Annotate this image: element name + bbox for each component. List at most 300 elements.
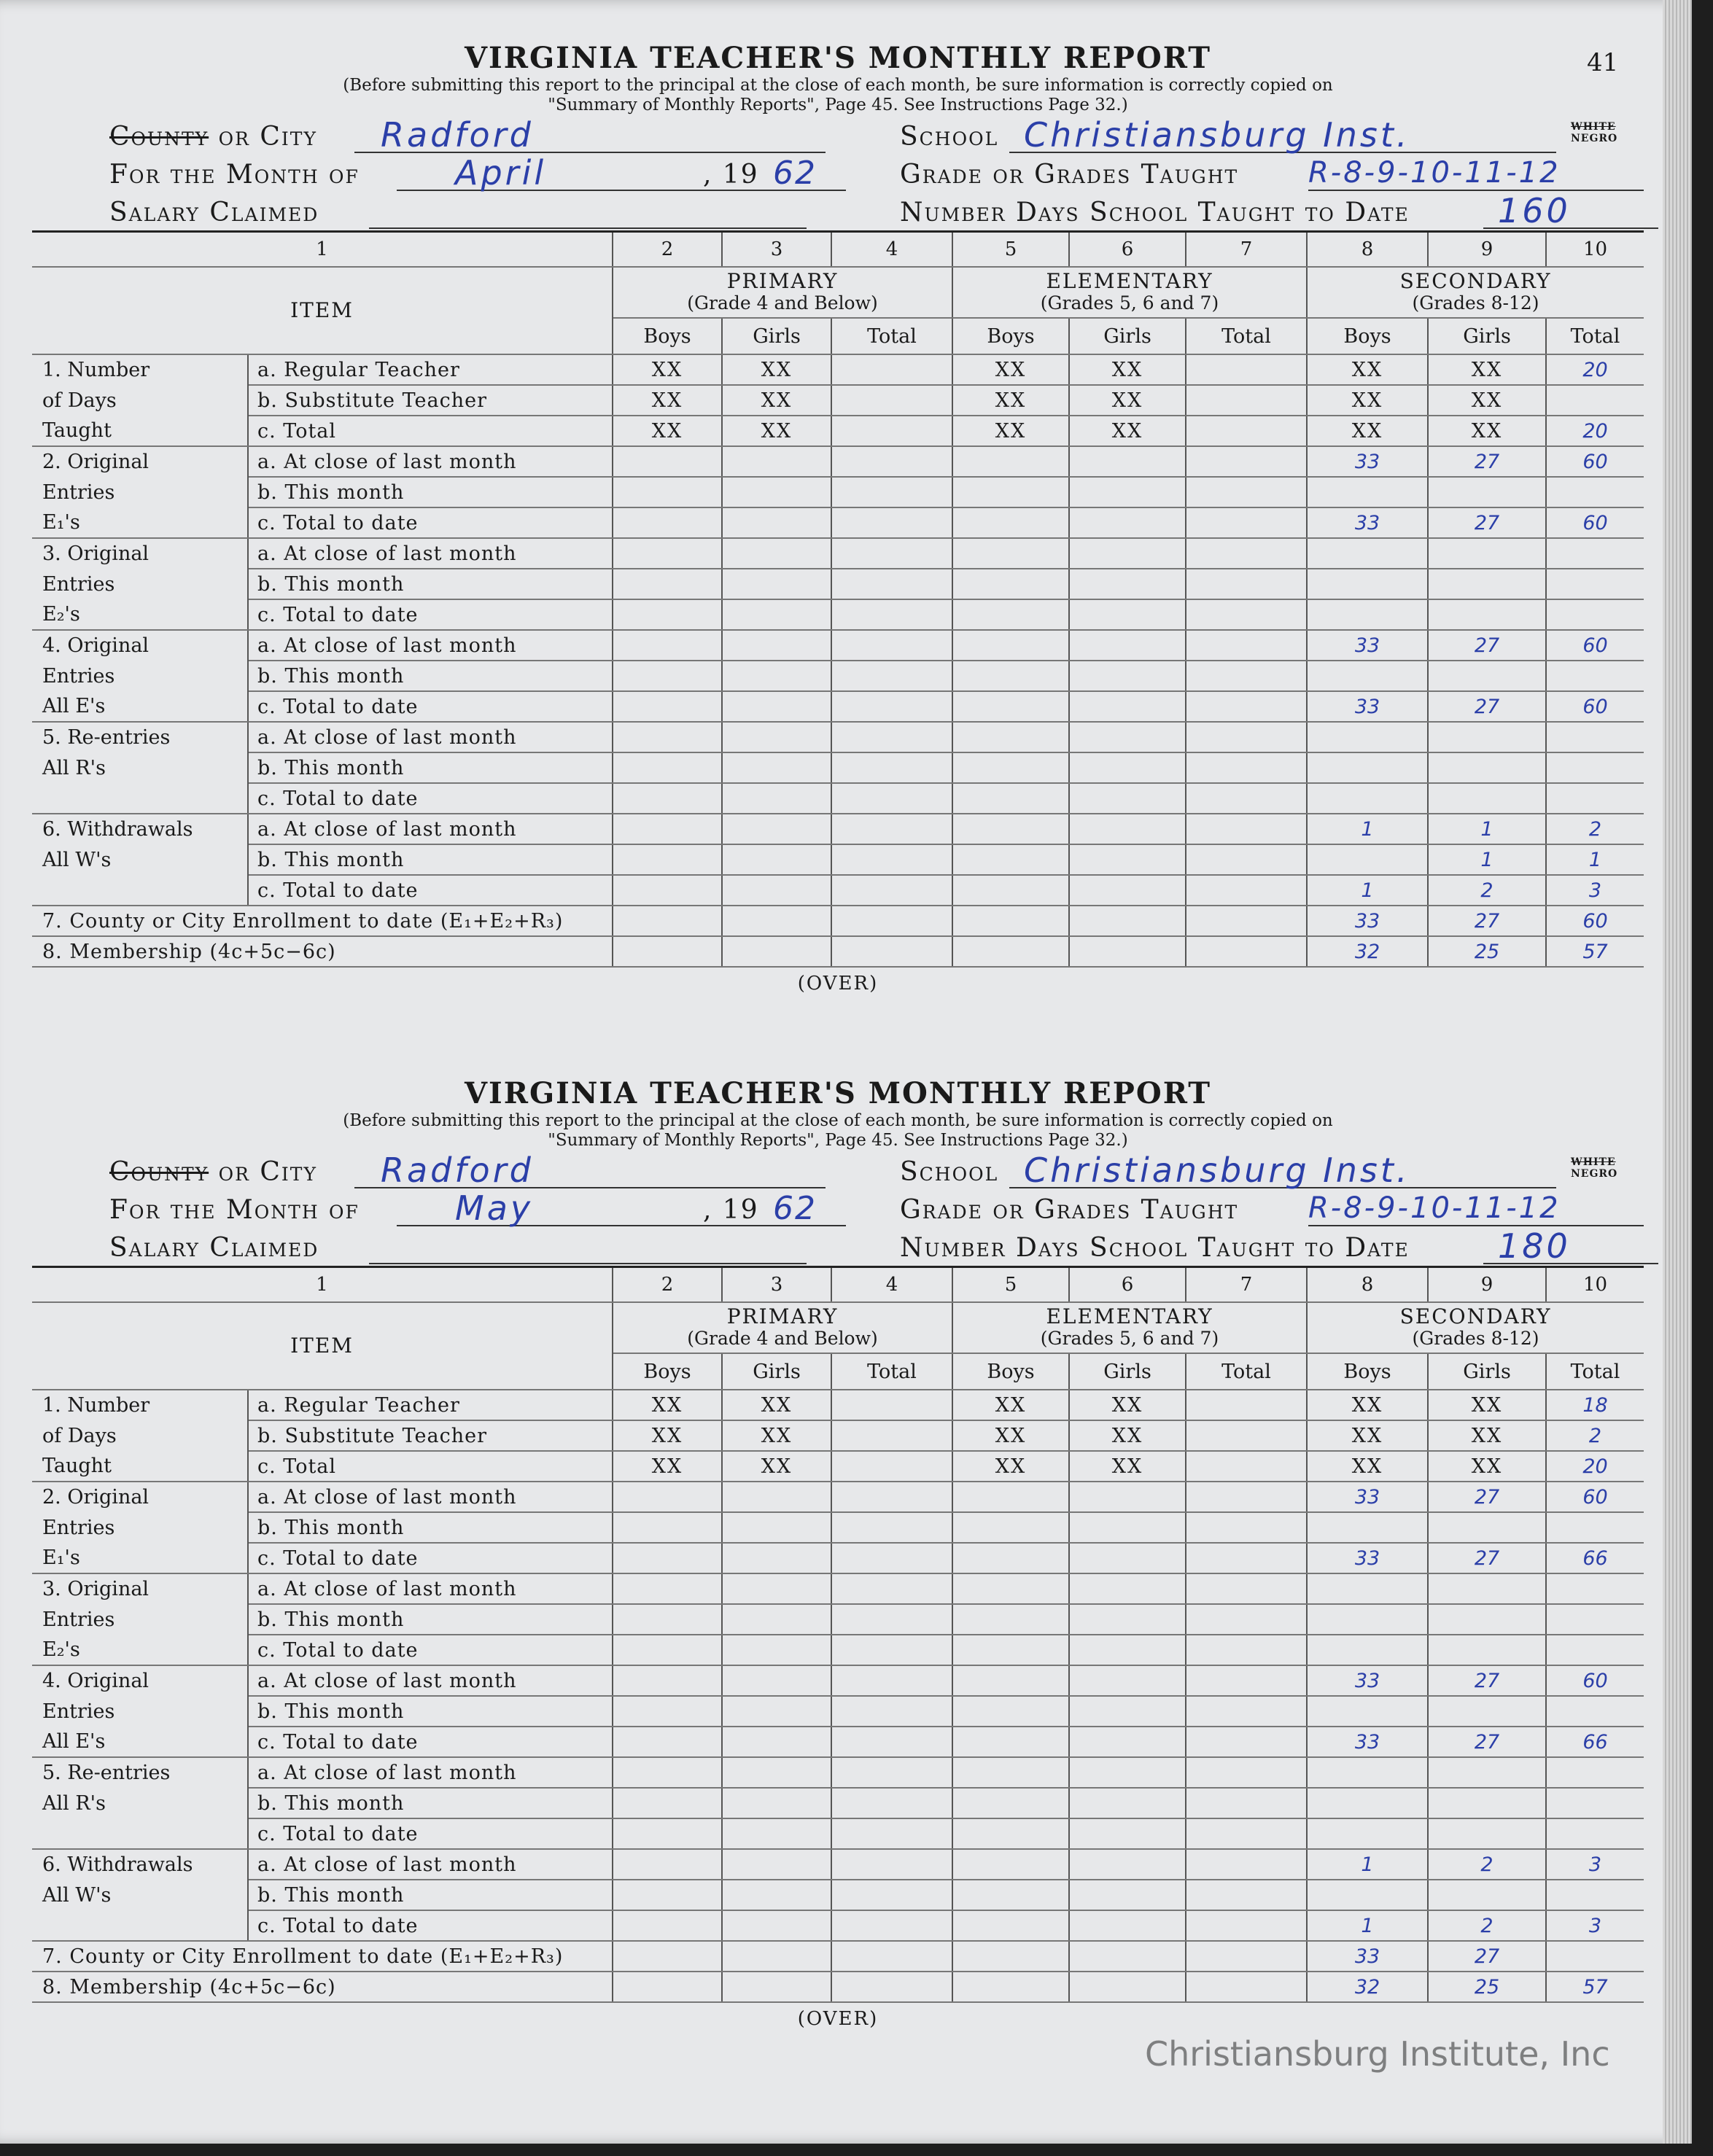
cell-primary-total[interactable] bbox=[831, 354, 952, 385]
cell-secondary-girls[interactable]: 27 bbox=[1428, 1482, 1546, 1512]
cell-secondary-boys[interactable] bbox=[1307, 1757, 1428, 1788]
cell-secondary-total[interactable] bbox=[1546, 1635, 1644, 1665]
cell-elementary-boys[interactable] bbox=[952, 691, 1069, 722]
cell-elementary-total[interactable] bbox=[1186, 1972, 1307, 2002]
cell-secondary-total[interactable] bbox=[1546, 538, 1644, 569]
cell-elementary-girls[interactable] bbox=[1069, 1757, 1186, 1788]
cell-elementary-total[interactable] bbox=[1186, 1849, 1307, 1880]
cell-secondary-total[interactable] bbox=[1546, 599, 1644, 630]
cell-secondary-girls[interactable] bbox=[1428, 599, 1546, 630]
cell-primary-total[interactable] bbox=[831, 630, 952, 661]
cell-secondary-total[interactable] bbox=[1546, 722, 1644, 752]
cell-primary-boys[interactable] bbox=[613, 569, 722, 599]
cell-primary-total[interactable] bbox=[831, 906, 952, 936]
cell-elementary-girls[interactable] bbox=[1069, 661, 1186, 691]
cell-elementary-boys[interactable] bbox=[952, 722, 1069, 752]
salary-field[interactable] bbox=[369, 194, 807, 229]
cell-primary-total[interactable] bbox=[831, 1849, 952, 1880]
cell-elementary-total[interactable] bbox=[1186, 1451, 1307, 1482]
cell-elementary-girls[interactable] bbox=[1069, 1512, 1186, 1543]
cell-secondary-total[interactable]: 2 bbox=[1546, 1420, 1644, 1451]
cell-primary-boys[interactable] bbox=[613, 446, 722, 477]
cell-secondary-girls[interactable] bbox=[1428, 722, 1546, 752]
cell-secondary-total[interactable]: 60 bbox=[1546, 691, 1644, 722]
cell-secondary-boys[interactable]: 33 bbox=[1307, 630, 1428, 661]
cell-secondary-boys[interactable] bbox=[1307, 1880, 1428, 1910]
cell-elementary-girls[interactable] bbox=[1069, 1941, 1186, 1972]
cell-primary-boys[interactable] bbox=[613, 722, 722, 752]
cell-elementary-total[interactable] bbox=[1186, 844, 1307, 875]
cell-elementary-boys[interactable] bbox=[952, 844, 1069, 875]
cell-primary-total[interactable] bbox=[831, 569, 952, 599]
cell-secondary-boys[interactable] bbox=[1307, 1696, 1428, 1727]
cell-primary-boys[interactable] bbox=[613, 1727, 722, 1757]
cell-secondary-boys[interactable] bbox=[1307, 1573, 1428, 1604]
cell-elementary-girls[interactable] bbox=[1069, 1573, 1186, 1604]
days-field[interactable]: 160 bbox=[1483, 194, 1658, 229]
cell-elementary-total[interactable] bbox=[1186, 1420, 1307, 1451]
cell-primary-total[interactable] bbox=[831, 1451, 952, 1482]
cell-secondary-boys[interactable] bbox=[1307, 1635, 1428, 1665]
cell-elementary-total[interactable] bbox=[1186, 599, 1307, 630]
cell-elementary-total[interactable] bbox=[1186, 507, 1307, 538]
cell-secondary-girls[interactable] bbox=[1428, 1880, 1546, 1910]
cell-secondary-total[interactable] bbox=[1546, 1512, 1644, 1543]
cell-elementary-boys[interactable] bbox=[952, 569, 1069, 599]
cell-elementary-girls[interactable] bbox=[1069, 691, 1186, 722]
cell-elementary-total[interactable] bbox=[1186, 1788, 1307, 1818]
cell-primary-total[interactable] bbox=[831, 538, 952, 569]
cell-elementary-girls[interactable] bbox=[1069, 1604, 1186, 1635]
cell-primary-boys[interactable] bbox=[613, 1512, 722, 1543]
cell-primary-girls[interactable] bbox=[722, 1818, 831, 1849]
cell-primary-girls[interactable] bbox=[722, 538, 831, 569]
cell-secondary-boys[interactable]: 1 bbox=[1307, 1910, 1428, 1941]
cell-elementary-boys[interactable] bbox=[952, 1910, 1069, 1941]
cell-primary-girls[interactable] bbox=[722, 1941, 831, 1972]
cell-secondary-total[interactable]: 60 bbox=[1546, 630, 1644, 661]
cell-elementary-boys[interactable] bbox=[952, 507, 1069, 538]
cell-elementary-total[interactable] bbox=[1186, 354, 1307, 385]
cell-elementary-girls[interactable] bbox=[1069, 1665, 1186, 1696]
cell-elementary-total[interactable] bbox=[1186, 691, 1307, 722]
year-field[interactable]: 62 bbox=[761, 157, 846, 191]
cell-secondary-boys[interactable] bbox=[1307, 783, 1428, 814]
cell-primary-boys[interactable] bbox=[613, 630, 722, 661]
cell-secondary-total[interactable]: 20 bbox=[1546, 416, 1644, 446]
cell-primary-total[interactable] bbox=[831, 1972, 952, 2002]
cell-primary-boys[interactable] bbox=[613, 1482, 722, 1512]
cell-primary-total[interactable] bbox=[831, 446, 952, 477]
cell-elementary-total[interactable] bbox=[1186, 906, 1307, 936]
cell-elementary-total[interactable] bbox=[1186, 875, 1307, 906]
cell-primary-boys[interactable] bbox=[613, 538, 722, 569]
cell-secondary-girls[interactable] bbox=[1428, 477, 1546, 507]
cell-secondary-girls[interactable] bbox=[1428, 1788, 1546, 1818]
cell-elementary-boys[interactable] bbox=[952, 446, 1069, 477]
cell-secondary-girls[interactable]: 27 bbox=[1428, 1727, 1546, 1757]
cell-elementary-boys[interactable] bbox=[952, 936, 1069, 967]
cell-primary-total[interactable] bbox=[831, 1757, 952, 1788]
cell-secondary-total[interactable] bbox=[1546, 1757, 1644, 1788]
cell-primary-girls[interactable] bbox=[722, 477, 831, 507]
cell-primary-total[interactable] bbox=[831, 722, 952, 752]
cell-primary-boys[interactable] bbox=[613, 1849, 722, 1880]
cell-elementary-girls[interactable] bbox=[1069, 599, 1186, 630]
cell-primary-total[interactable] bbox=[831, 1390, 952, 1420]
cell-primary-total[interactable] bbox=[831, 1941, 952, 1972]
cell-elementary-total[interactable] bbox=[1186, 1910, 1307, 1941]
cell-primary-girls[interactable] bbox=[722, 1635, 831, 1665]
cell-secondary-boys[interactable] bbox=[1307, 1788, 1428, 1818]
cell-primary-total[interactable] bbox=[831, 1573, 952, 1604]
grades-field[interactable]: R-8-9-10-11-12 bbox=[1308, 156, 1644, 191]
cell-elementary-boys[interactable] bbox=[952, 1573, 1069, 1604]
cell-primary-girls[interactable] bbox=[722, 661, 831, 691]
cell-secondary-girls[interactable]: 27 bbox=[1428, 1543, 1546, 1573]
cell-primary-girls[interactable] bbox=[722, 1972, 831, 2002]
cell-secondary-total[interactable]: 3 bbox=[1546, 1849, 1644, 1880]
cell-primary-total[interactable] bbox=[831, 1420, 952, 1451]
cell-secondary-girls[interactable]: 25 bbox=[1428, 936, 1546, 967]
cell-secondary-boys[interactable] bbox=[1307, 1512, 1428, 1543]
cell-secondary-total[interactable]: 57 bbox=[1546, 1972, 1644, 2002]
cell-primary-girls[interactable] bbox=[722, 1849, 831, 1880]
cell-primary-boys[interactable] bbox=[613, 1665, 722, 1696]
cell-elementary-total[interactable] bbox=[1186, 1635, 1307, 1665]
cell-secondary-girls[interactable] bbox=[1428, 752, 1546, 783]
cell-secondary-boys[interactable]: 33 bbox=[1307, 1482, 1428, 1512]
cell-secondary-girls[interactable]: 27 bbox=[1428, 691, 1546, 722]
cell-elementary-boys[interactable] bbox=[952, 1696, 1069, 1727]
cell-secondary-total[interactable] bbox=[1546, 1573, 1644, 1604]
cell-secondary-boys[interactable]: 33 bbox=[1307, 1941, 1428, 1972]
cell-secondary-girls[interactable]: 27 bbox=[1428, 630, 1546, 661]
cell-primary-total[interactable] bbox=[831, 875, 952, 906]
cell-primary-total[interactable] bbox=[831, 814, 952, 844]
cell-elementary-boys[interactable] bbox=[952, 1849, 1069, 1880]
cell-secondary-boys[interactable] bbox=[1307, 538, 1428, 569]
cell-primary-total[interactable] bbox=[831, 507, 952, 538]
cell-secondary-boys[interactable] bbox=[1307, 1818, 1428, 1849]
cell-primary-girls[interactable] bbox=[722, 1573, 831, 1604]
cell-secondary-girls[interactable] bbox=[1428, 538, 1546, 569]
cell-elementary-boys[interactable] bbox=[952, 1880, 1069, 1910]
cell-elementary-boys[interactable] bbox=[952, 661, 1069, 691]
cell-primary-boys[interactable] bbox=[613, 691, 722, 722]
cell-secondary-total[interactable]: 60 bbox=[1546, 446, 1644, 477]
cell-primary-girls[interactable] bbox=[722, 630, 831, 661]
cell-elementary-total[interactable] bbox=[1186, 1696, 1307, 1727]
cell-elementary-boys[interactable] bbox=[952, 477, 1069, 507]
cell-secondary-total[interactable]: 1 bbox=[1546, 844, 1644, 875]
month-field[interactable]: May bbox=[397, 1191, 761, 1226]
cell-secondary-total[interactable]: 60 bbox=[1546, 507, 1644, 538]
school-field[interactable]: Christiansburg Inst. bbox=[1009, 1153, 1556, 1188]
cell-primary-girls[interactable] bbox=[722, 752, 831, 783]
cell-secondary-total[interactable] bbox=[1546, 1941, 1644, 1972]
cell-elementary-girls[interactable] bbox=[1069, 844, 1186, 875]
cell-elementary-girls[interactable] bbox=[1069, 1727, 1186, 1757]
grades-field[interactable]: R-8-9-10-11-12 bbox=[1308, 1191, 1644, 1226]
cell-secondary-girls[interactable] bbox=[1428, 1818, 1546, 1849]
cell-primary-girls[interactable] bbox=[722, 1665, 831, 1696]
cell-elementary-total[interactable] bbox=[1186, 1482, 1307, 1512]
cell-primary-total[interactable] bbox=[831, 1543, 952, 1573]
cell-primary-total[interactable] bbox=[831, 936, 952, 967]
cell-primary-total[interactable] bbox=[831, 1635, 952, 1665]
cell-elementary-boys[interactable] bbox=[952, 1512, 1069, 1543]
cell-elementary-total[interactable] bbox=[1186, 783, 1307, 814]
cell-secondary-boys[interactable] bbox=[1307, 844, 1428, 875]
cell-primary-boys[interactable] bbox=[613, 752, 722, 783]
cell-primary-boys[interactable] bbox=[613, 906, 722, 936]
cell-primary-boys[interactable] bbox=[613, 1543, 722, 1573]
cell-primary-boys[interactable] bbox=[613, 1757, 722, 1788]
cell-elementary-girls[interactable] bbox=[1069, 1482, 1186, 1512]
cell-elementary-total[interactable] bbox=[1186, 1512, 1307, 1543]
cell-secondary-girls[interactable] bbox=[1428, 1635, 1546, 1665]
cell-elementary-girls[interactable] bbox=[1069, 752, 1186, 783]
cell-primary-girls[interactable] bbox=[722, 844, 831, 875]
cell-secondary-girls[interactable] bbox=[1428, 1604, 1546, 1635]
cell-elementary-girls[interactable] bbox=[1069, 875, 1186, 906]
cell-secondary-boys[interactable]: 33 bbox=[1307, 1727, 1428, 1757]
cell-elementary-girls[interactable] bbox=[1069, 477, 1186, 507]
cell-secondary-total[interactable] bbox=[1546, 661, 1644, 691]
cell-primary-boys[interactable] bbox=[613, 1788, 722, 1818]
cell-secondary-total[interactable] bbox=[1546, 569, 1644, 599]
cell-secondary-boys[interactable]: 33 bbox=[1307, 1665, 1428, 1696]
cell-elementary-girls[interactable] bbox=[1069, 538, 1186, 569]
cell-primary-girls[interactable] bbox=[722, 507, 831, 538]
cell-secondary-total[interactable] bbox=[1546, 783, 1644, 814]
county-field[interactable]: Radford bbox=[354, 118, 826, 153]
cell-elementary-boys[interactable] bbox=[952, 1941, 1069, 1972]
cell-elementary-girls[interactable] bbox=[1069, 906, 1186, 936]
cell-primary-boys[interactable] bbox=[613, 1635, 722, 1665]
cell-secondary-boys[interactable]: 1 bbox=[1307, 814, 1428, 844]
days-field[interactable]: 180 bbox=[1483, 1229, 1658, 1264]
cell-elementary-girls[interactable] bbox=[1069, 630, 1186, 661]
cell-secondary-girls[interactable] bbox=[1428, 1573, 1546, 1604]
cell-secondary-total[interactable] bbox=[1546, 1696, 1644, 1727]
cell-primary-girls[interactable] bbox=[722, 599, 831, 630]
cell-secondary-total[interactable]: 60 bbox=[1546, 906, 1644, 936]
cell-secondary-girls[interactable]: 27 bbox=[1428, 1941, 1546, 1972]
cell-secondary-girls[interactable]: 1 bbox=[1428, 844, 1546, 875]
cell-elementary-boys[interactable] bbox=[952, 875, 1069, 906]
cell-primary-girls[interactable] bbox=[722, 1512, 831, 1543]
cell-primary-boys[interactable] bbox=[613, 477, 722, 507]
cell-elementary-girls[interactable] bbox=[1069, 446, 1186, 477]
cell-elementary-girls[interactable] bbox=[1069, 1972, 1186, 2002]
cell-elementary-boys[interactable] bbox=[952, 1818, 1069, 1849]
cell-primary-total[interactable] bbox=[831, 1665, 952, 1696]
cell-secondary-boys[interactable]: 33 bbox=[1307, 691, 1428, 722]
cell-primary-girls[interactable] bbox=[722, 783, 831, 814]
cell-elementary-total[interactable] bbox=[1186, 1604, 1307, 1635]
cell-secondary-boys[interactable]: 33 bbox=[1307, 906, 1428, 936]
cell-secondary-boys[interactable] bbox=[1307, 569, 1428, 599]
cell-elementary-boys[interactable] bbox=[952, 783, 1069, 814]
cell-elementary-boys[interactable] bbox=[952, 1972, 1069, 2002]
cell-elementary-total[interactable] bbox=[1186, 1543, 1307, 1573]
cell-primary-girls[interactable] bbox=[722, 1727, 831, 1757]
cell-primary-total[interactable] bbox=[831, 416, 952, 446]
cell-elementary-boys[interactable] bbox=[952, 599, 1069, 630]
cell-primary-total[interactable] bbox=[831, 1818, 952, 1849]
cell-secondary-total[interactable]: 20 bbox=[1546, 1451, 1644, 1482]
cell-elementary-girls[interactable] bbox=[1069, 1849, 1186, 1880]
cell-elementary-girls[interactable] bbox=[1069, 1788, 1186, 1818]
cell-elementary-total[interactable] bbox=[1186, 752, 1307, 783]
cell-elementary-boys[interactable] bbox=[952, 906, 1069, 936]
cell-elementary-total[interactable] bbox=[1186, 1880, 1307, 1910]
cell-primary-boys[interactable] bbox=[613, 661, 722, 691]
cell-secondary-total[interactable]: 66 bbox=[1546, 1727, 1644, 1757]
cell-secondary-total[interactable]: 66 bbox=[1546, 1543, 1644, 1573]
cell-primary-girls[interactable] bbox=[722, 814, 831, 844]
cell-primary-boys[interactable] bbox=[613, 507, 722, 538]
cell-secondary-girls[interactable]: 27 bbox=[1428, 446, 1546, 477]
cell-primary-girls[interactable] bbox=[722, 1482, 831, 1512]
cell-secondary-total[interactable]: 18 bbox=[1546, 1390, 1644, 1420]
cell-primary-boys[interactable] bbox=[613, 814, 722, 844]
cell-secondary-total[interactable] bbox=[1546, 1880, 1644, 1910]
cell-secondary-girls[interactable]: 27 bbox=[1428, 1665, 1546, 1696]
cell-primary-boys[interactable] bbox=[613, 1880, 722, 1910]
cell-secondary-boys[interactable]: 1 bbox=[1307, 1849, 1428, 1880]
cell-primary-girls[interactable] bbox=[722, 1696, 831, 1727]
cell-elementary-girls[interactable] bbox=[1069, 569, 1186, 599]
cell-elementary-girls[interactable] bbox=[1069, 1880, 1186, 1910]
month-field[interactable]: April bbox=[397, 156, 761, 191]
cell-secondary-girls[interactable]: 2 bbox=[1428, 875, 1546, 906]
cell-secondary-boys[interactable] bbox=[1307, 599, 1428, 630]
cell-primary-girls[interactable] bbox=[722, 1757, 831, 1788]
cell-elementary-girls[interactable] bbox=[1069, 1696, 1186, 1727]
cell-primary-total[interactable] bbox=[831, 783, 952, 814]
cell-elementary-girls[interactable] bbox=[1069, 936, 1186, 967]
cell-elementary-total[interactable] bbox=[1186, 936, 1307, 967]
cell-primary-girls[interactable] bbox=[722, 1604, 831, 1635]
cell-secondary-boys[interactable]: 32 bbox=[1307, 1972, 1428, 2002]
cell-elementary-boys[interactable] bbox=[952, 1757, 1069, 1788]
cell-elementary-boys[interactable] bbox=[952, 1543, 1069, 1573]
cell-elementary-girls[interactable] bbox=[1069, 507, 1186, 538]
cell-primary-girls[interactable] bbox=[722, 1880, 831, 1910]
cell-elementary-total[interactable] bbox=[1186, 477, 1307, 507]
cell-secondary-girls[interactable] bbox=[1428, 1757, 1546, 1788]
cell-elementary-total[interactable] bbox=[1186, 416, 1307, 446]
cell-elementary-total[interactable] bbox=[1186, 1390, 1307, 1420]
cell-secondary-girls[interactable]: 27 bbox=[1428, 507, 1546, 538]
cell-elementary-total[interactable] bbox=[1186, 1818, 1307, 1849]
cell-primary-boys[interactable] bbox=[613, 1910, 722, 1941]
cell-primary-total[interactable] bbox=[831, 1604, 952, 1635]
cell-secondary-boys[interactable] bbox=[1307, 477, 1428, 507]
cell-secondary-girls[interactable] bbox=[1428, 1696, 1546, 1727]
cell-primary-girls[interactable] bbox=[722, 1910, 831, 1941]
cell-secondary-total[interactable] bbox=[1546, 1788, 1644, 1818]
cell-secondary-girls[interactable]: 2 bbox=[1428, 1910, 1546, 1941]
cell-primary-boys[interactable] bbox=[613, 1818, 722, 1849]
cell-secondary-boys[interactable]: 32 bbox=[1307, 936, 1428, 967]
cell-secondary-girls[interactable]: 25 bbox=[1428, 1972, 1546, 2002]
cell-primary-total[interactable] bbox=[831, 1910, 952, 1941]
cell-elementary-boys[interactable] bbox=[952, 1788, 1069, 1818]
cell-elementary-total[interactable] bbox=[1186, 385, 1307, 416]
cell-primary-girls[interactable] bbox=[722, 906, 831, 936]
school-field[interactable]: Christiansburg Inst. bbox=[1009, 118, 1556, 153]
cell-secondary-boys[interactable]: 1 bbox=[1307, 875, 1428, 906]
cell-elementary-girls[interactable] bbox=[1069, 783, 1186, 814]
cell-elementary-boys[interactable] bbox=[952, 814, 1069, 844]
cell-secondary-boys[interactable] bbox=[1307, 661, 1428, 691]
cell-primary-total[interactable] bbox=[831, 1727, 952, 1757]
cell-secondary-girls[interactable] bbox=[1428, 783, 1546, 814]
cell-elementary-boys[interactable] bbox=[952, 1727, 1069, 1757]
cell-elementary-girls[interactable] bbox=[1069, 814, 1186, 844]
cell-primary-girls[interactable] bbox=[722, 569, 831, 599]
cell-primary-total[interactable] bbox=[831, 844, 952, 875]
cell-secondary-total[interactable] bbox=[1546, 1818, 1644, 1849]
cell-elementary-total[interactable] bbox=[1186, 661, 1307, 691]
cell-secondary-girls[interactable]: 27 bbox=[1428, 906, 1546, 936]
cell-secondary-girls[interactable] bbox=[1428, 661, 1546, 691]
cell-secondary-total[interactable]: 60 bbox=[1546, 1482, 1644, 1512]
cell-primary-boys[interactable] bbox=[613, 1972, 722, 2002]
cell-elementary-total[interactable] bbox=[1186, 538, 1307, 569]
cell-elementary-girls[interactable] bbox=[1069, 1910, 1186, 1941]
cell-primary-total[interactable] bbox=[831, 599, 952, 630]
cell-primary-total[interactable] bbox=[831, 1482, 952, 1512]
cell-primary-total[interactable] bbox=[831, 1788, 952, 1818]
cell-secondary-total[interactable]: 3 bbox=[1546, 1910, 1644, 1941]
cell-primary-girls[interactable] bbox=[722, 691, 831, 722]
cell-primary-total[interactable] bbox=[831, 691, 952, 722]
cell-primary-total[interactable] bbox=[831, 1880, 952, 1910]
cell-secondary-total[interactable]: 60 bbox=[1546, 1665, 1644, 1696]
cell-secondary-boys[interactable] bbox=[1307, 722, 1428, 752]
cell-secondary-total[interactable]: 3 bbox=[1546, 875, 1644, 906]
cell-primary-boys[interactable] bbox=[613, 1573, 722, 1604]
cell-primary-girls[interactable] bbox=[722, 446, 831, 477]
cell-secondary-boys[interactable] bbox=[1307, 1604, 1428, 1635]
cell-elementary-boys[interactable] bbox=[952, 1635, 1069, 1665]
cell-elementary-total[interactable] bbox=[1186, 1727, 1307, 1757]
cell-primary-boys[interactable] bbox=[613, 875, 722, 906]
cell-elementary-boys[interactable] bbox=[952, 1665, 1069, 1696]
cell-secondary-boys[interactable]: 33 bbox=[1307, 507, 1428, 538]
cell-primary-total[interactable] bbox=[831, 385, 952, 416]
cell-elementary-total[interactable] bbox=[1186, 1573, 1307, 1604]
cell-secondary-total[interactable] bbox=[1546, 385, 1644, 416]
cell-primary-total[interactable] bbox=[831, 1696, 952, 1727]
cell-secondary-total[interactable]: 20 bbox=[1546, 354, 1644, 385]
cell-secondary-boys[interactable]: 33 bbox=[1307, 446, 1428, 477]
cell-elementary-girls[interactable] bbox=[1069, 1635, 1186, 1665]
cell-primary-boys[interactable] bbox=[613, 599, 722, 630]
cell-elementary-total[interactable] bbox=[1186, 630, 1307, 661]
cell-elementary-boys[interactable] bbox=[952, 630, 1069, 661]
cell-primary-boys[interactable] bbox=[613, 783, 722, 814]
cell-secondary-total[interactable]: 2 bbox=[1546, 814, 1644, 844]
cell-elementary-girls[interactable] bbox=[1069, 1543, 1186, 1573]
cell-elementary-total[interactable] bbox=[1186, 1757, 1307, 1788]
cell-elementary-girls[interactable] bbox=[1069, 1818, 1186, 1849]
